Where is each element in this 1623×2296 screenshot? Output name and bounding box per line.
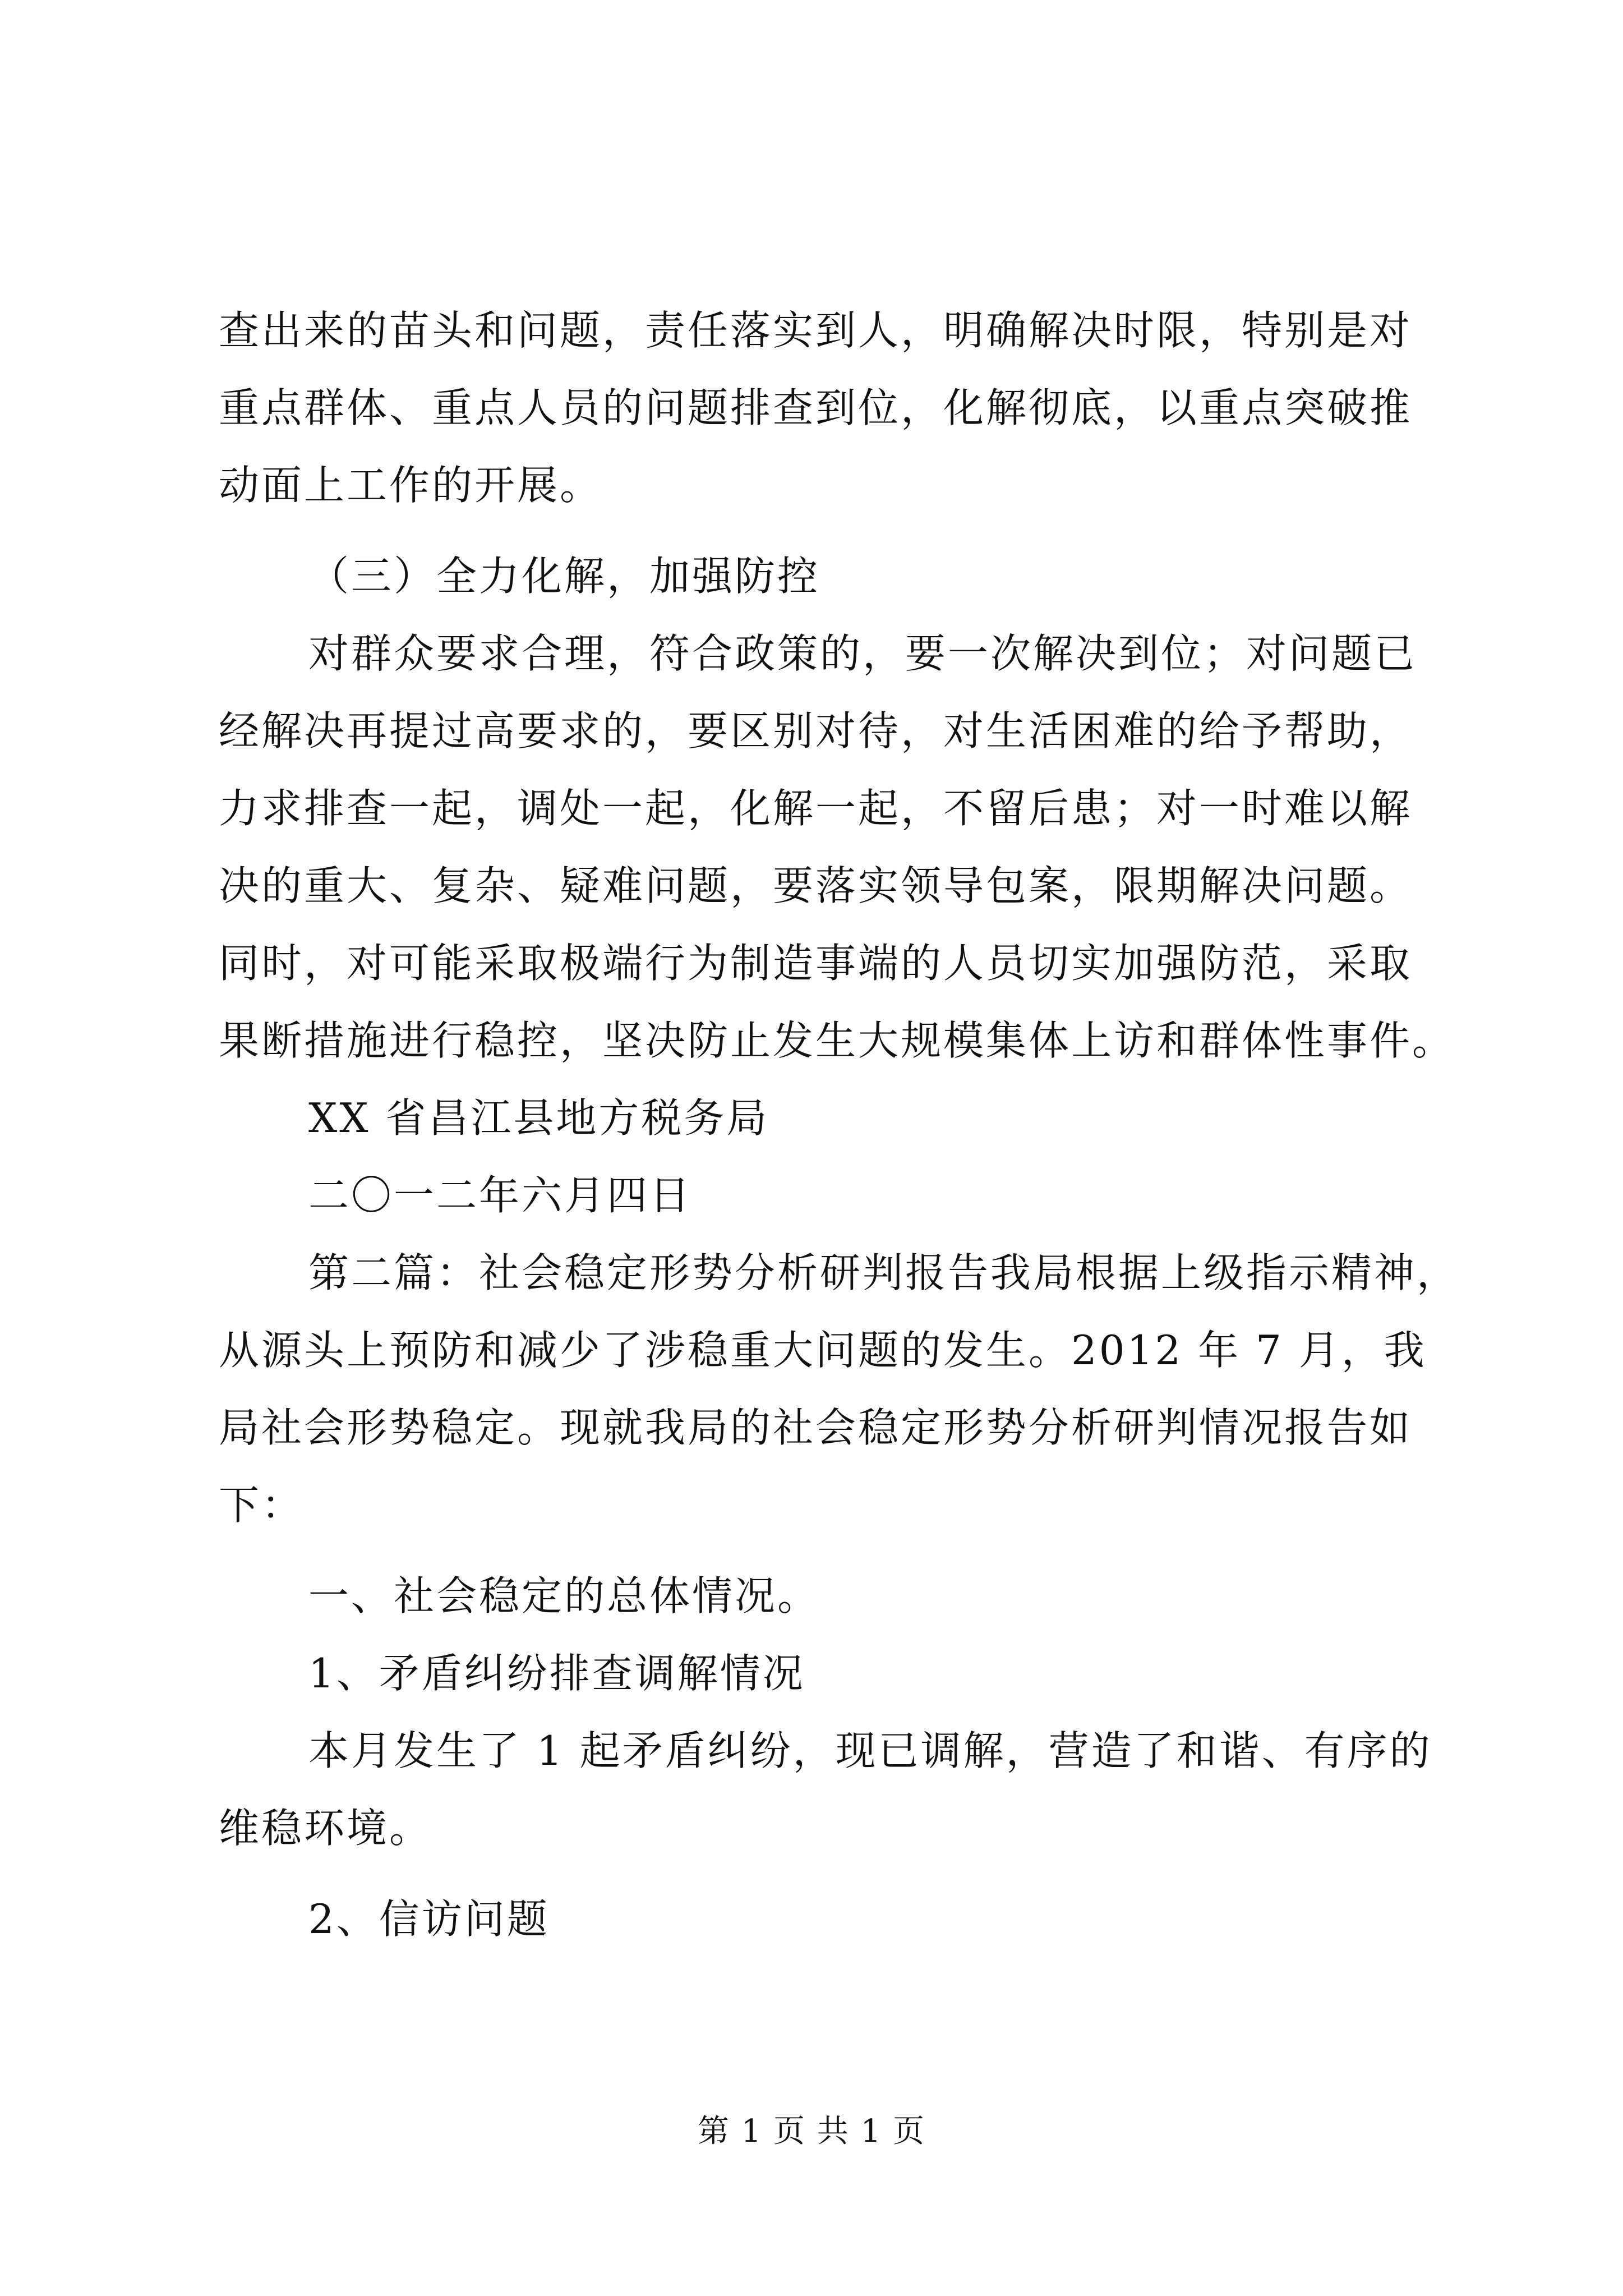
subsection-heading: 1、矛盾纠纷排查调解情况 bbox=[308, 1650, 805, 1697]
body-line: 动面上工作的开展。 bbox=[219, 462, 603, 509]
document-body bbox=[219, 292, 1460, 1958]
body-line: 力求排查一起，调处一起，化解一起，不留后患；对一时难以解 bbox=[219, 785, 1413, 832]
body-line: 本月发生了 1 起矛盾纠纷，现已调解，营造了和谐、有序的 bbox=[308, 1727, 1432, 1774]
body-line: 第二篇：社会稳定形势分析研判报告我局根据上级指示精神， bbox=[308, 1249, 1460, 1296]
body-line: 查出来的苗头和问题，责任落实到人，明确解决时限，特别是对 bbox=[219, 307, 1413, 354]
body-line: 局社会形势稳定。现就我局的社会稳定形势分析研判情况报告如 bbox=[219, 1404, 1413, 1451]
signature-date: 二〇一二年六月四日 bbox=[308, 1172, 693, 1219]
body-line: 对群众要求合理，符合政策的，要一次解决到位；对问题已 bbox=[308, 630, 1417, 677]
body-line: 果断措施进行稳控，坚决防止发生大规模集体上访和群体性事件。 bbox=[219, 1017, 1455, 1064]
subsection-heading: 2、信访问题 bbox=[308, 1895, 550, 1943]
body-line: 重点群体、重点人员的问题排查到位，化解彻底，以重点突破推 bbox=[219, 384, 1413, 431]
section-heading: 一、社会稳定的总体情况。 bbox=[308, 1572, 820, 1619]
signature-organization: XX 省昌江县地方税务局 bbox=[308, 1094, 769, 1142]
page-footer: 第 1 页 共 1 页 bbox=[697, 2113, 926, 2150]
body-line: 维稳环境。 bbox=[219, 1805, 432, 1852]
section-heading: （三）全力化解，加强防控 bbox=[308, 553, 820, 600]
body-line: 下： bbox=[219, 1481, 305, 1529]
body-line: 从源头上预防和减少了涉稳重大问题的发生。2012 年 7 月，我 bbox=[219, 1327, 1427, 1374]
body-line: 同时，对可能采取极端行为制造事端的人员切实加强防范，采取 bbox=[219, 940, 1413, 987]
body-line: 经解决再提过高要求的，要区别对待，对生活困难的给予帮助， bbox=[219, 707, 1413, 754]
body-line: 决的重大、复杂、疑难问题，要落实领导包案，限期解决问题。 bbox=[219, 862, 1413, 909]
